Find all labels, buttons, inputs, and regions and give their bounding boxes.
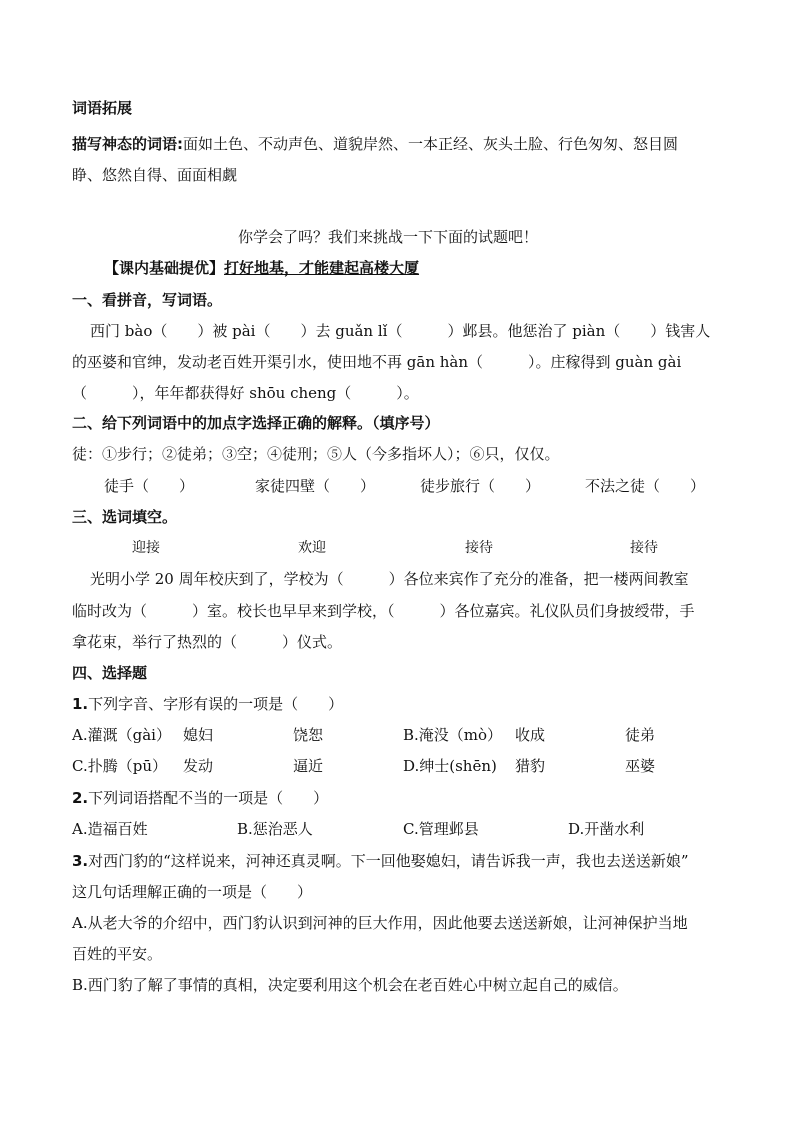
question-3-stem — [72, 851, 688, 871]
question-3-stem-2: 这几句话理解正确的一项是（ ） — [72, 883, 313, 901]
question-1-stem — [72, 694, 343, 714]
option-word: 徒弟 — [625, 726, 656, 744]
vocab-words-2: 睁、悠然自得、面面相觑 — [72, 166, 238, 184]
option-b: B.西门豹了解了事情的真相，决定要利用这个机会在老百姓心中树立起自己的威信。 — [72, 976, 628, 994]
question-number: 1. — [72, 695, 89, 713]
question-text: 对西门豹的“这样说来，河神还真灵啊。下一回他娶媳妇，请告诉我一声，我也去送送新娘” — [88, 852, 689, 870]
option-a-continued: 百姓的平安。 — [72, 945, 163, 963]
option-d: D.开凿水利 — [568, 820, 645, 838]
question-text: 下列词语搭配不当的一项是（ ） — [88, 789, 329, 807]
section-2-title: 二、给下列词语中的加点字选择正确的解释。（填序号） — [72, 414, 440, 432]
option-word: 媳妇 — [183, 726, 214, 744]
option-b: B.淹没（mò） — [403, 726, 503, 744]
section-2-item: 家徒四壁（ ） — [255, 477, 376, 495]
question-number: 3. — [72, 852, 89, 870]
section-1-line-1: 西门 bào（ ）被 pài（ ）去 guǎn lǐ（ ）邺县。他惩治了 piàn（ ）钱害人 — [90, 322, 711, 340]
challenge-bracket: 【课内基础提优】 — [104, 259, 225, 277]
section-3-title: 三、选词填空。 — [72, 508, 178, 526]
question-number: 2. — [72, 789, 89, 807]
option-a: A.造福百姓 — [72, 820, 148, 838]
section-2-definitions: 徒：①步行；②徒弟；③空；④徒刑；⑤人（今多指坏人）；⑥只，仅仅。 — [72, 445, 560, 463]
section-1-line-3: （ ），年年都获得好 shōu cheng（ ）。 — [72, 384, 419, 402]
option-b: B.惩治恶人 — [237, 820, 313, 838]
question-text: 下列字音、字形有误的一项是（ ） — [88, 695, 344, 713]
section-2-item: 徒手（ ） — [104, 477, 195, 495]
option-a: A.从老大爷的介绍中，西门豹认识到河神的巨大作用，因此他要去送送新娘，让河神保护当地 — [72, 914, 688, 932]
section-3-line-1: 光明小学 20 周年校庆到了，学校为（ ）各位来宾作了充分的准备，把一楼两间教室 — [90, 570, 689, 588]
section-1-title: 一、看拼音，写词语。 — [72, 291, 223, 309]
vocab-line-1 — [72, 134, 678, 154]
section-4-title: 四、选择题 — [72, 664, 148, 682]
option-word: 发动 — [183, 757, 214, 775]
challenge-intro: 你学会了吗？我们来挑战一下下面的试题吧！ — [238, 228, 539, 246]
option-word: 巫婆 — [625, 757, 656, 775]
option-word: 逼近 — [293, 757, 324, 775]
challenge-motto: 打好地基，才能建起高楼大厦 — [224, 259, 420, 277]
word-choice: 接待 — [630, 540, 658, 556]
section-2-item: 不法之徒（ ） — [585, 477, 706, 495]
option-c: C.扑腾（pū） — [72, 757, 167, 775]
section-3-line-2: 临时改为（ ）室。校长也早早来到学校，（ ）各位嘉宾。礼仪队员们身披绶带，手 — [72, 602, 695, 620]
option-a: A.灌溉（gài） — [72, 726, 171, 744]
question-2-stem — [72, 788, 328, 808]
word-choice: 迎接 — [132, 540, 160, 556]
option-word: 收成 — [515, 726, 546, 744]
word-choice: 接待 — [465, 540, 493, 556]
challenge-heading — [104, 258, 419, 278]
option-word: 猎豹 — [515, 757, 546, 775]
vocab-words-1: 面如土色、不动声色、道貌岸然、一本正经、灰头土脸、行色匆匆、怒目圆 — [183, 135, 679, 153]
vocab-label: 描写神态的词语: — [72, 135, 183, 153]
section-1-line-2: 的巫婆和官绅，发动老百姓开渠引水，使田地不再 gān hàn（ ）。庄稼得到 guàn gài — [72, 353, 682, 371]
section-2-item: 徒步旅行（ ） — [420, 477, 541, 495]
vocab-heading: 词语拓展 — [72, 99, 133, 117]
section-3-line-3: 拿花束，举行了热烈的（ ）仪式。 — [72, 633, 343, 651]
option-d: D.绅士(shēn) — [403, 757, 497, 775]
option-word: 饶恕 — [293, 726, 324, 744]
word-choice: 欢迎 — [298, 540, 326, 556]
option-c: C.管理邺县 — [403, 820, 479, 838]
